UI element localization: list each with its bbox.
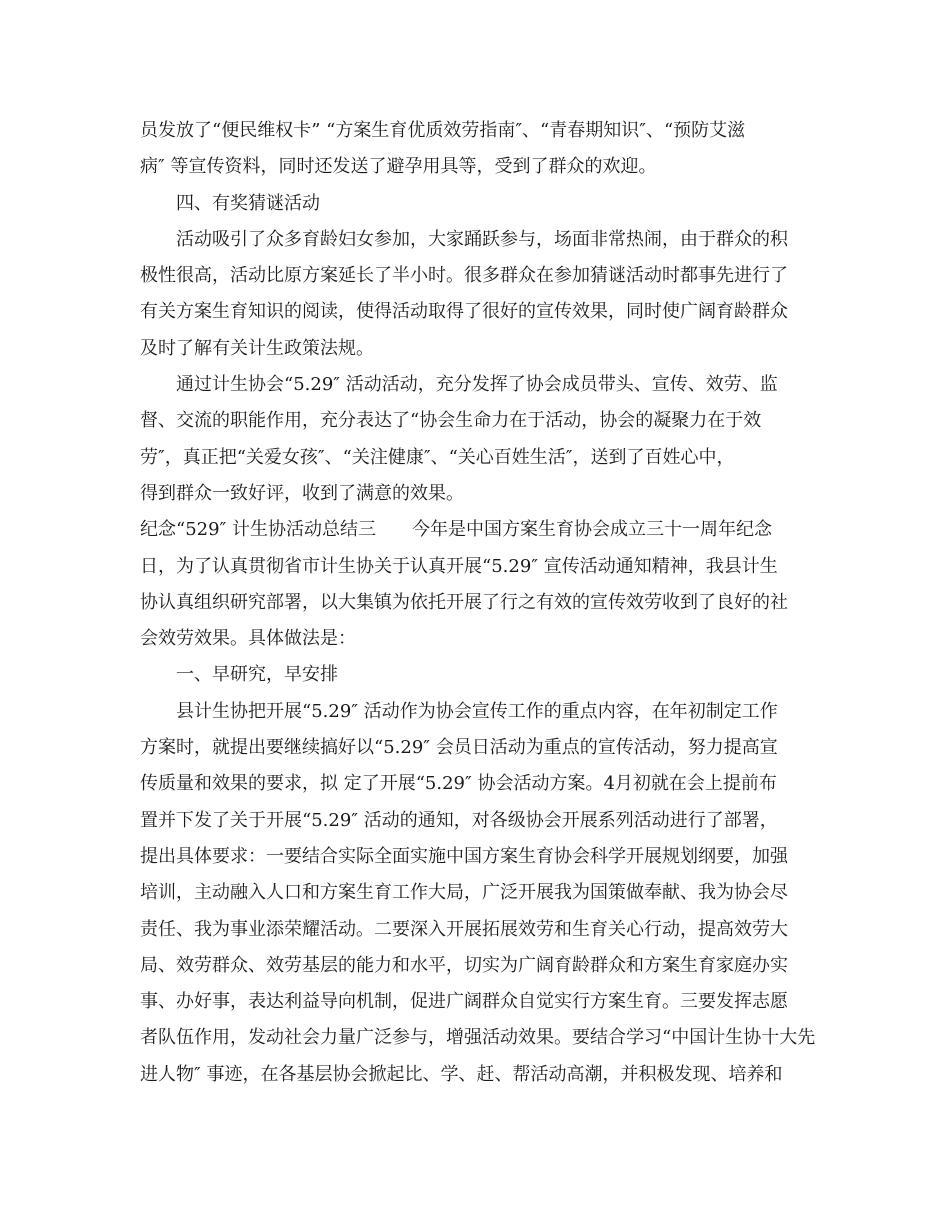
text-line: 纪念“529″ 计生协活动总结三 今年是中国方案生育协会成立三十一周年纪念 (140, 519, 773, 541)
text-line: 得到群众一致好评，收到了满意的效果。 (140, 482, 464, 504)
text-line: 培训，主动融入人口和方案生育工作大局，广泛开展我为国策做奉献、我为协会尽 (140, 882, 788, 904)
text-line: 四、有奖猜谜活动 (176, 192, 320, 214)
text-line: 及时了解有关计生政策法规。 (140, 337, 374, 359)
text-line: 置并下发了关于开展“5.29″ 活动的通知，对各级协会开展系列活动进行了部署， (140, 809, 778, 831)
text-line: 责任、我为事业添荣耀活动。二要深入开展拓展效劳和生育关心行动，提高效劳大 (140, 918, 788, 940)
text-line: 事、办好事，表达利益导向机制，促进广阔群众自觉实行方案生育。三要发挥志愿 (140, 991, 788, 1013)
text-line: 局、效劳群众、效劳基层的能力和水平，切实为广阔育龄群众和方案生育家庭办实 (140, 954, 788, 976)
text-line: 有关方案生育知识的阅读，使得活动取得了很好的宣传效果，同时使广阔育龄群众 (140, 301, 788, 323)
text-line: 进人物″ 事迹，在各基层协会掀起比、学、赶、帮活动高潮，并积极发现、培养和 (140, 1063, 783, 1085)
document-body (140, 113, 816, 1093)
text-line: 通过计生协会“5.29″ 活动活动，充分发挥了协会成员带头、宣传、效劳、监 (176, 374, 778, 396)
text-line: 协认真组织研究部署，以大集镇为依托开展了行之有效的宣传效劳收到了良好的社 (140, 591, 788, 613)
text-line: 员发放了“便民维权卡” “方案生育优质效劳指南″、“青春期知识″、“预防艾滋 (140, 120, 746, 141)
text-line: 一、早研究，早安排 (176, 664, 338, 686)
text-line: 传质量和效果的要求，拟 定了开展“5.29″ 协会活动方案。4月初就在会上提前布 (140, 773, 777, 795)
text-line: 方案时，就提出要继续搞好以“5.29″ 会员日活动为重点的宣传活动，努力提高宣 (140, 737, 778, 759)
text-line: 劳″，真正把“关爱女孩″、“关注健康″、“关心百姓生活″，送到了百姓心中， (140, 446, 735, 468)
text-line: 提出具体要求：一要结合实际全面实施中国方案生育协会科学开展规划纲要，加强 (140, 845, 788, 867)
text-line: 极性很高，活动比原方案延长了半小时。很多群众在参加猜谜活动时都事先进行了 (140, 265, 788, 287)
text-line: 督、交流的职能作用，充分表达了“协会生命力在于活动，协会的凝聚力在于效 (140, 410, 762, 432)
text-line: 活动吸引了众多育龄妇女参加，大家踊跃参与，场面非常热闹，由于群众的积 (176, 228, 788, 250)
text-line: 县计生协把开展“5.29″ 活动作为协会宣传工作的重点内容，在年初制定工作 (176, 700, 778, 722)
text-line: 者队伍作用，发动社会力量广泛参与，增强活动效果。要结合学习“中国计生协十大先 (140, 1027, 816, 1049)
text-line: 日，为了认真贯彻省市计生协关于认真开展“5.29″ 宣传活动通知精神，我县计生 (140, 555, 778, 577)
text-line: 病″ 等宣传资料，同时还发送了避孕用具等，受到了群众的欢迎。 (140, 156, 657, 178)
text-line: 会效劳效果。具体做法是： (140, 628, 356, 650)
